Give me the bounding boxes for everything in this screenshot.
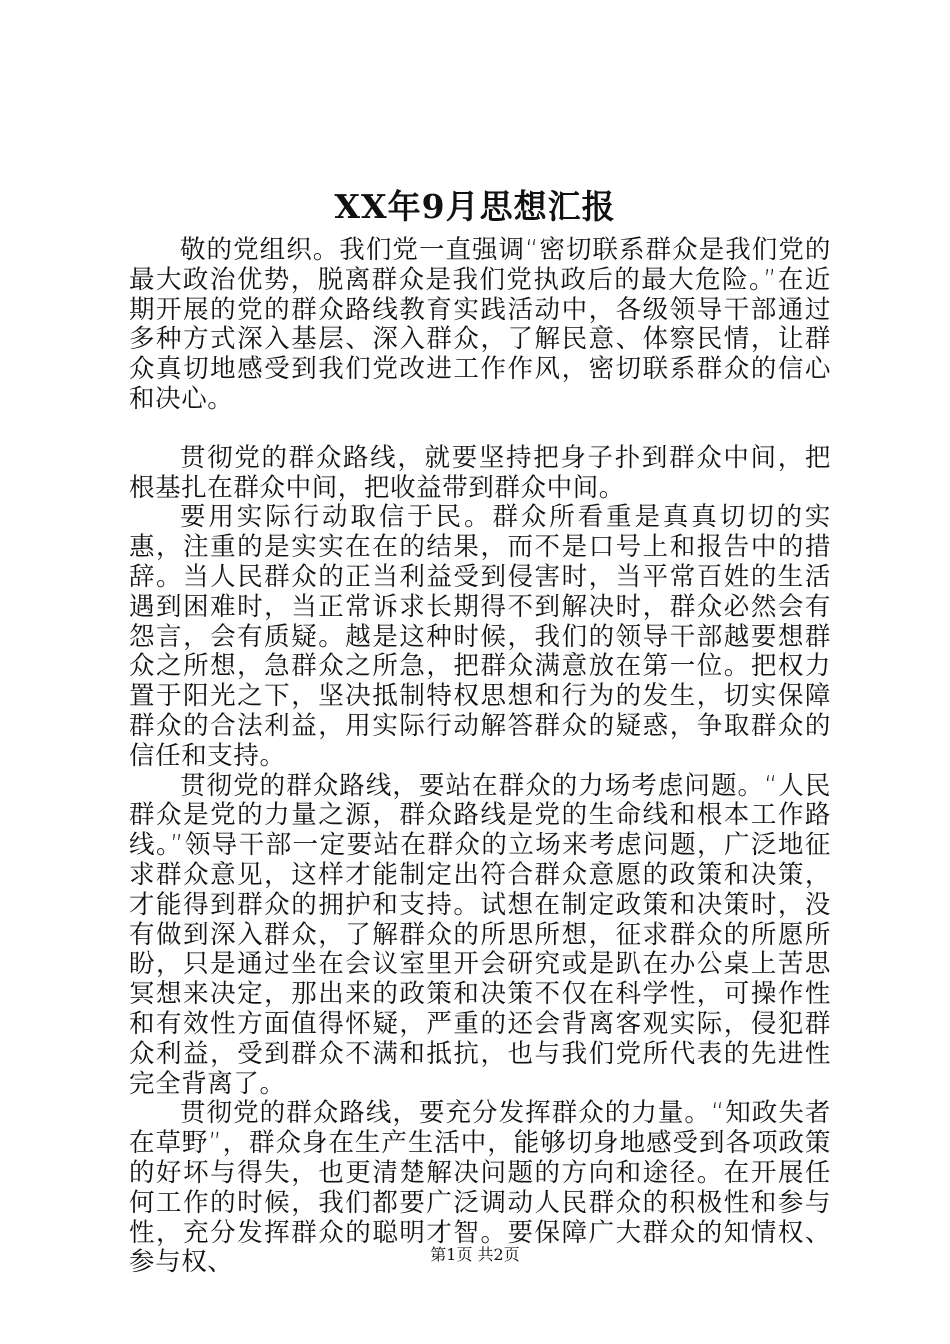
paragraph-4: 贯彻党的群众路线，要站在群众的力场考虑问题。“人民群众是党的力量之源，群众路线是党的生命线和根本工作路线。”领导干部一定要站在群众的立场来考虑问题，广泛地征求群众意见，这样才能制定出符合群众意愿的政策和决策，才能得到群众的拥护和支持。试想在制定政策和决策时，没有做到深入群众，了解群众的所思所想，征求群众的所愿所盼，只是通过坐在会议室里开会研究或是趴在办公桌上苦思冥想来决定，那出来的政策和决策不仅在科学性，可操作性和有效性方面值得怀疑，严重的还会背离客观实际，侵犯群众利益，受到群众不满和抵抗，也与我们党所代表的先进性完全背离了。 <box>129 770 831 1099</box>
document-body <box>129 236 831 1278</box>
paragraph-3: 要用实际行动取信于民。群众所看重是真真切切的实惠，注重的是实实在在的结果，而不是口号上和报告中的措辞。当人民群众的正当利益受到侵害时，当平常百姓的生活遇到困难时，当正常诉求长期得不到解决时，群众必然会有怨言，会有质疑。越是这种时候，我们的领导干部越要想群众之所想，急群众之所急，把群众满意放在第一位。把权力置于阳光之下，坚决抵制特权思想和行为的发生，切实保障群众的合法利益，用实际行动解答群众的疑惑，争取群众的信任和支持。 <box>129 502 831 771</box>
paragraph-5: 贯彻党的群众路线，要充分发挥群众的力量。“知政失者在草野”，群众身在生产生活中，能够切身地感受到各项政策的好坏与得失，也更清楚解决问题的方向和途径。在开展任何工作的时候，我们都要广泛调动人民群众的积极性和参与性，充分发挥群众的聪明才智。要保障广大群众的知情权、参与权、 <box>129 1098 831 1278</box>
paragraph-2: 贯彻党的群众路线，就要坚持把身子扑到群众中间，把根基扎在群众中间，把收益带到群众中间。 <box>129 442 831 503</box>
page-footer: 第1页 共2页 <box>430 1245 520 1264</box>
document-title: XX年9月思想汇报 <box>334 187 616 226</box>
paragraph-1: 敬的党组织。我们党一直强调“密切联系群众是我们党的最大政治优势，脱离群众是我们党执政后的最大危险。”在近期开展的党的群众路线教育实践活动中，各级领导干部通过多种方式深入基层、深入群众，了解民意、体察民情，让群众真切地感受到我们党改进工作作风，密切联系群众的信心和决心。 <box>129 235 831 414</box>
